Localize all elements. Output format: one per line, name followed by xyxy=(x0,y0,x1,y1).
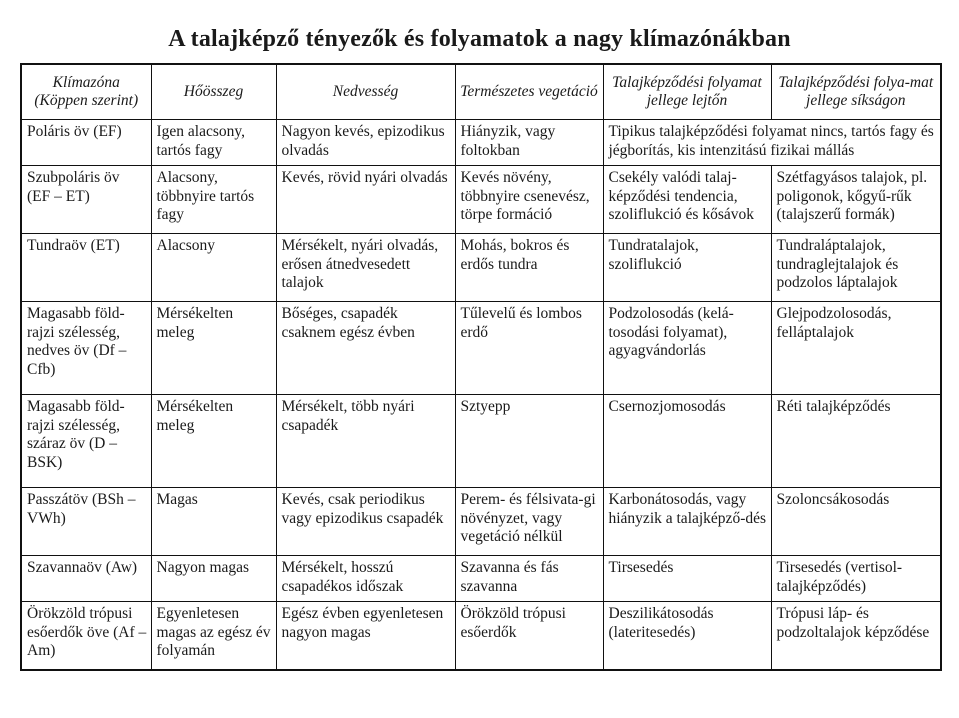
cell-vegetation: Szavanna és fás szavanna xyxy=(455,556,603,602)
cell-merged-process: Tipikus talajképződési folyamat nincs, tartós fagy és jégborítás, kis intenzitású fizikai mállás xyxy=(603,120,941,166)
cell-vegetation: Hiányzik, vagy foltokban xyxy=(455,120,603,166)
cell-heat: Nagyon magas xyxy=(151,556,276,602)
cell-zone: Magasabb föld-rajzi szélesség, nedves öv (Df – Cfb) xyxy=(21,302,151,395)
cell-moisture: Bőséges, csapadék csaknem egész évben xyxy=(276,302,455,395)
cell-zone: Magasabb föld-rajzi szélesség, száraz öv (D – BSK) xyxy=(21,395,151,488)
header-moisture: Nedvesség xyxy=(276,64,455,120)
table-row xyxy=(21,395,941,488)
cell-plain: Glejpodzolosodás, felláptalajok xyxy=(771,302,941,395)
cell-zone: Tundraöv (ET) xyxy=(21,234,151,302)
cell-moisture: Mérsékelt, több nyári csapadék xyxy=(276,395,455,488)
cell-vegetation: Kevés növény, többnyire csenevész, törpe formáció xyxy=(455,166,603,234)
cell-slope: Tundratalajok, szoliflukció xyxy=(603,234,771,302)
header-climate-zone: Klímazóna (Köppen szerint) xyxy=(21,64,151,120)
header-plain-process: Talajképződési folya-mat jellege síkságon xyxy=(771,64,941,120)
cell-plain: Szoloncsákosodás xyxy=(771,488,941,556)
header-slope-process: Talajképződési folyamat jellege lejtőn xyxy=(603,64,771,120)
cell-moisture: Mérsékelt, nyári olvadás, erősen átnedvesedett talajok xyxy=(276,234,455,302)
cell-zone: Poláris öv (EF) xyxy=(21,120,151,166)
cell-zone: Szubpoláris öv (EF – ET) xyxy=(21,166,151,234)
table-row xyxy=(21,602,941,670)
cell-vegetation: Örökzöld trópusi esőerdők xyxy=(455,602,603,670)
cell-moisture: Kevés, csak periodikus vagy epizodikus csapadék xyxy=(276,488,455,556)
table-row xyxy=(21,166,941,234)
cell-heat: Mérsékelten meleg xyxy=(151,395,276,488)
cell-slope: Csernozjomosodás xyxy=(603,395,771,488)
table-row xyxy=(21,120,941,166)
table-row xyxy=(21,556,941,602)
cell-slope: Karbonátosodás, vagy hiányzik a talajképző-dés xyxy=(603,488,771,556)
cell-plain: Szétfagyásos talajok, pl. poligonok, kőgyű-rűk (talajszerű formák) xyxy=(771,166,941,234)
cell-vegetation: Tűlevelű és lombos erdő xyxy=(455,302,603,395)
cell-slope: Deszilikátosodás (lateritesedés) xyxy=(603,602,771,670)
cell-zone: Szavannaöv (Aw) xyxy=(21,556,151,602)
cell-zone: Örökzöld trópusi esőerdők öve (Af – Am) xyxy=(21,602,151,670)
cell-moisture: Kevés, rövid nyári olvadás xyxy=(276,166,455,234)
table-row xyxy=(21,302,941,395)
cell-zone: Passzátöv (BSh – VWh) xyxy=(21,488,151,556)
soil-table xyxy=(20,63,942,671)
header-natural-vegetation: Természetes vegetáció xyxy=(455,64,603,120)
page-title: A talajképző tényezők és folyamatok a nagy klímazónákban xyxy=(168,26,791,52)
cell-vegetation: Perem- és félsivata-gi növényzet, vagy vegetáció nélkül xyxy=(455,488,603,556)
header-row xyxy=(21,64,941,120)
cell-plain: Tundraláptalajok, tundraglejtalajok és podzolos láptalajok xyxy=(771,234,941,302)
cell-vegetation: Mohás, bokros és erdős tundra xyxy=(455,234,603,302)
cell-heat: Alacsony xyxy=(151,234,276,302)
cell-heat: Egyenletesen magas az egész év folyamán xyxy=(151,602,276,670)
table-row xyxy=(21,488,941,556)
cell-moisture: Mérsékelt, hosszú csapadékos időszak xyxy=(276,556,455,602)
cell-slope: Tirsesedés xyxy=(603,556,771,602)
cell-moisture: Nagyon kevés, epizodikus olvadás xyxy=(276,120,455,166)
cell-heat: Magas xyxy=(151,488,276,556)
cell-heat: Igen alacsony, tartós fagy xyxy=(151,120,276,166)
cell-moisture: Egész évben egyenletesen nagyon magas xyxy=(276,602,455,670)
cell-slope: Podzolosodás (kelá-tosodási folyamat), agyagvándorlás xyxy=(603,302,771,395)
cell-heat: Alacsony, többnyire tartós fagy xyxy=(151,166,276,234)
cell-vegetation: Sztyepp xyxy=(455,395,603,488)
header-heat-sum: Hőösszeg xyxy=(151,64,276,120)
table-row xyxy=(21,234,941,302)
cell-slope: Csekély valódi talaj-képződési tendencia, szoliflukció és kősávok xyxy=(603,166,771,234)
cell-plain: Tirsesedés (vertisol-talajképződés) xyxy=(771,556,941,602)
cell-plain: Trópusi láp- és podzoltalajok képződése xyxy=(771,602,941,670)
cell-heat: Mérsékelten meleg xyxy=(151,302,276,395)
cell-plain: Réti talajképződés xyxy=(771,395,941,488)
